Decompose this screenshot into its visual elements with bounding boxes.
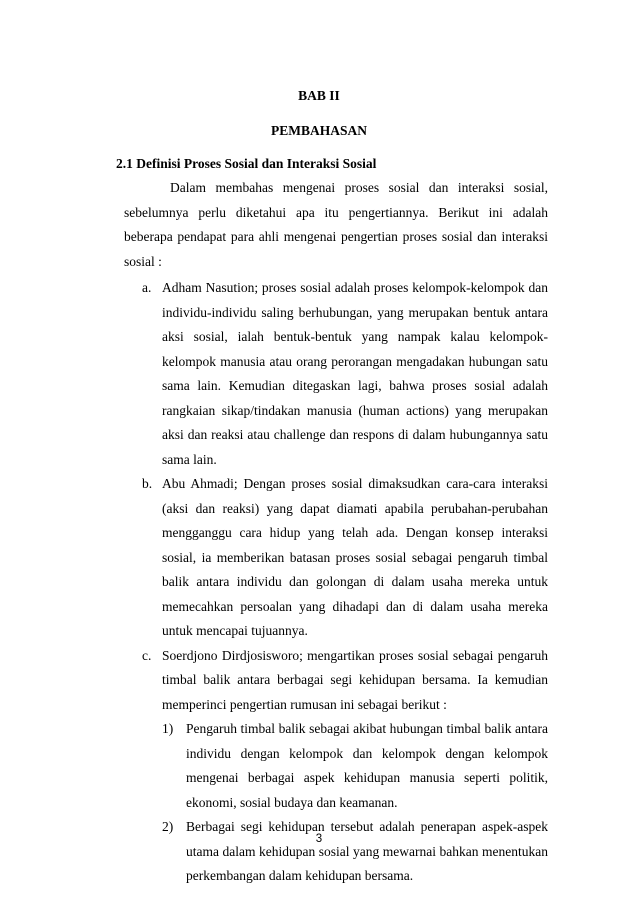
intro-paragraph: Dalam membahas mengenai proses sosial dan interaksi sosial, sebelumnya perlu diketahui apa itu pengertiannya. Berikut ini adalah beberapa pendapat para ahli mengenai pengertian proses sosial dan interaksi sosial : (124, 180, 548, 269)
sub-list-item (162, 717, 548, 815)
list-item-text: Soerdjono Dirdjosisworo; mengartikan proses sosial sebagai pengaruh timbal balik antara berbagai segi kehidupan bersama. Ia kemudian memperinci pengertian rumusan ini sebagai berikut : (162, 647, 548, 712)
chapter-title: PEMBAHASAN (270, 123, 367, 138)
sub-list-item (162, 815, 548, 889)
sub-list-item-text: Pengaruh timbal balik sebagai akibat hubungan timbal balik antara individu dengan kelompok dan kelompok dengan kelompok mengenai berbagai aspek kehidupan manusia seperti politik, ekonomi, sosial budaya dan keamanan. (186, 721, 548, 810)
list-item-text: Abu Ahmadi; Dengan proses sosial dimaksudkan cara-cara interaksi (aksi dan reaksi) yang dapat diamati apabila perubahan-perubahan mengganggu cara hidup yang telah ada. Dengan konsep interaksi sosial, ia memberikan batasan proses sosial sebagai pengaruh timbal balik antara individu dan golongan di dalam usaha mereka untuk memecahkan persoalan yang dihadapi dan di dalam usaha mereka untuk mencapai tujuannya. (162, 476, 548, 638)
list-item (124, 644, 548, 889)
list-marker: a. (142, 280, 152, 295)
sub-list-marker: 1) (162, 721, 174, 736)
list-item (124, 472, 548, 644)
section-title: 2.1 Definisi Proses Sosial dan Interaksi Sosial (116, 156, 377, 171)
definition-list (124, 276, 548, 889)
sub-list-item-text: Berbagai segi kehidupan tersebut adalah penerapan aspek-aspek utama dalam kehidupan sosial yang mewarnai bahkan menentukan perkembangan dalam kehidupan bersama. (186, 819, 548, 883)
sub-list (162, 717, 548, 889)
list-marker: c. (142, 647, 152, 663)
list-item-text: Adham Nasution; proses sosial adalah proses kelompok-kelompok dan individu-individu saling berhubungan, yang merupakan bentuk antara aksi sosial, ialah bentuk-bentuk yang nampak kalau kelompok-kelompok manusia atau orang perorangan mengadakan hubungan satu sama lain. Kemudian ditegaskan lagi, bahwa proses sosial adalah rangkaian sikap/tindakan manusia (human actions) yang merupakan aksi dan reaksi atau challenge dan respons di dalam hubungannya satu sama lain. (162, 280, 548, 467)
chapter-label: BAB II (298, 88, 340, 103)
page-number: 3 (315, 833, 323, 845)
sub-list-marker: 2) (162, 819, 174, 834)
list-marker: b. (142, 476, 153, 491)
list-item (124, 276, 548, 472)
